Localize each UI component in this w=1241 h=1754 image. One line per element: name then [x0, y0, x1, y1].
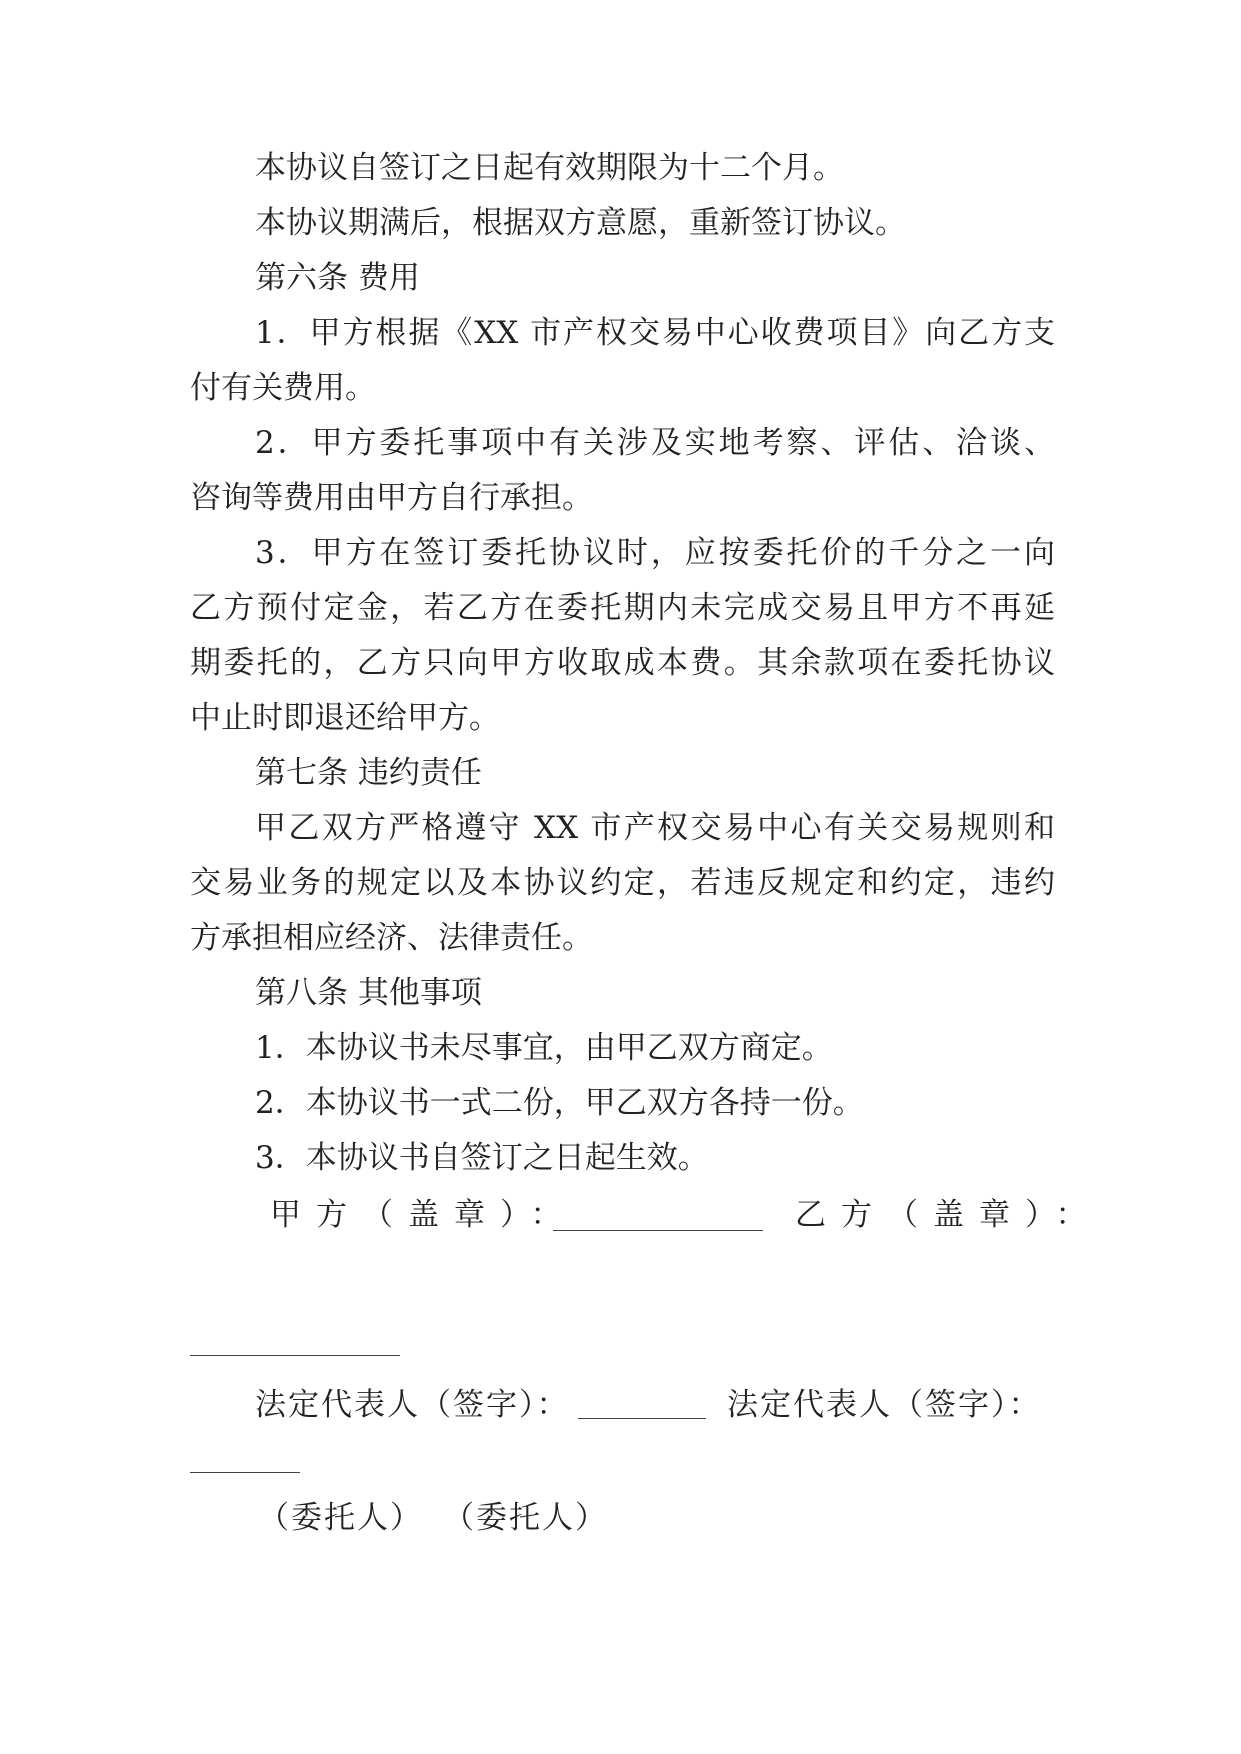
principal-a-label: （委托人）	[258, 1500, 423, 1536]
party-b-seal-label: 乙方（盖章）：	[795, 1197, 1102, 1233]
article-6-item-1-line-1: 1．甲方根据《XX 市产权交易中心收费项目》向乙方支	[255, 315, 1055, 351]
legal-rep-b-label: 法定代表人（签字）：	[727, 1387, 1042, 1423]
clause-validity-term: 本协议自签订之日起有效期限为十二个月。	[255, 150, 844, 186]
article-8-item-3: 3．本协议书自签订之日起生效。	[255, 1140, 709, 1176]
party-b-seal-blank	[190, 1355, 400, 1356]
clause-renewal: 本协议期满后，根据双方意愿，重新签订协议。	[255, 205, 906, 241]
article-6-item-3-line-3: 期委托的，乙方只向甲方收取成本费。其余款项在委托协议	[190, 645, 1055, 681]
article-7-body-line-1: 甲乙双方严格遵守 XX 市产权交易中心有关交易规则和	[255, 810, 1055, 846]
article-6-heading: 第六条 费用	[255, 260, 420, 296]
article-8-item-2: 2．本协议书一式二份，甲乙双方各持一份。	[255, 1085, 864, 1121]
article-7-body-line-3: 方承担相应经济、法律责任。	[190, 920, 593, 956]
principal-b-label: （委托人）	[443, 1500, 608, 1536]
article-7-heading: 第七条 违约责任	[255, 755, 482, 791]
party-a-seal-label: 甲方（盖章）：	[270, 1197, 577, 1233]
article-7-body-line-2: 交易业务的规定以及本协议约定，若违反规定和约定，违约	[190, 865, 1055, 901]
article-6-item-2-line-2: 咨询等费用由甲方自行承担。	[190, 480, 593, 516]
article-6-item-2-line-1: 2．甲方委托事项中有关涉及实地考察、评估、洽谈、	[255, 425, 1055, 461]
article-6-item-3-line-2: 乙方预付定金，若乙方在委托期内未完成交易且甲方不再延	[190, 590, 1055, 626]
legal-rep-a-label: 法定代表人（签字）：	[255, 1387, 570, 1423]
legal-rep-a-blank	[578, 1418, 706, 1419]
legal-rep-b-blank	[190, 1472, 300, 1473]
article-6-item-3-line-1: 3．甲方在签订委托协议时，应按委托价的千分之一向	[255, 535, 1055, 571]
article-6-item-1-line-2: 付有关费用。	[190, 370, 376, 406]
article-8-item-1: 1．本协议书未尽事宜，由甲乙双方商定。	[255, 1030, 833, 1066]
article-6-item-3-line-4: 中止时即退还给甲方。	[190, 700, 500, 736]
party-a-seal-blank	[553, 1230, 763, 1231]
article-8-heading: 第八条 其他事项	[255, 975, 482, 1011]
